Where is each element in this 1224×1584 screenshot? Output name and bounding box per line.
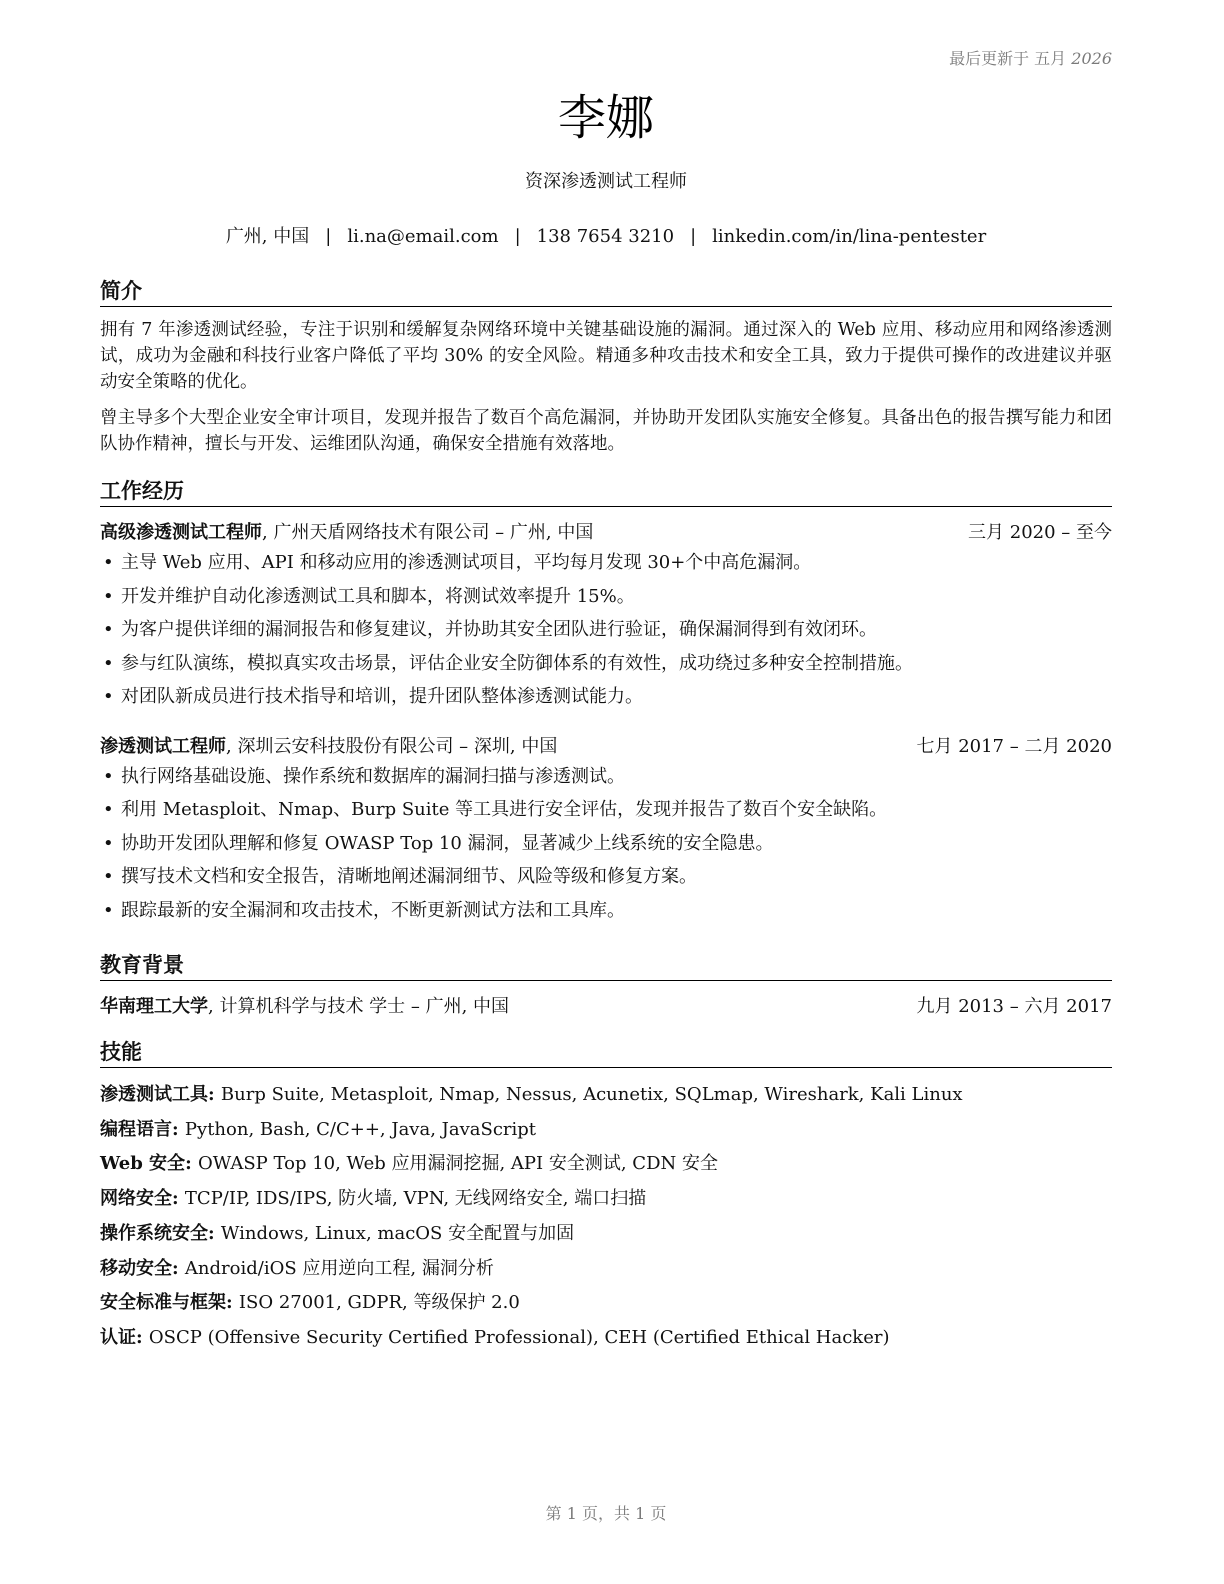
job-bullet-text: 开发并维护自动化渗透测试工具和脚本，将测试效率提升 15%。 [121,585,635,607]
contact-location: 广州, 中国 [225,226,310,247]
job-bullet-text: 为客户提供详细的漏洞报告和修复建议，并协助其安全团队进行验证，确保漏洞得到有效闭环。 [121,619,877,640]
last-updated-year: 2026 [1071,49,1112,68]
skill-items: Burp Suite, Metasploit, Nmap, Nessus, Acunetix, SQLmap, Wireshark, Kali Linux [220,1084,963,1105]
summary-section [100,277,1112,457]
section-heading-experience: 工作经历 [100,477,1112,507]
job-bullets [100,546,1112,714]
job-dates: 三月 2020 – 至今 [968,522,1112,543]
job-bullet [100,680,1112,714]
job-bullet [100,546,1112,580]
last-updated-label: 最后更新于 [949,49,1030,68]
skill-items: Android/iOS 应用逆向工程, 漏洞分析 [184,1257,494,1279]
section-heading-skills: 技能 [100,1038,1112,1068]
skill-row: 编程语言: Python, Bash, C/C++, Java, JavaScript [100,1118,537,1140]
skill-items: OWASP Top 10, Web 应用漏洞挖掘, API 安全测试, CDN 安全 [197,1153,718,1175]
job-header [100,734,1112,760]
skill-row: 操作系统安全: Windows, Linux, macOS 安全配置与加固 [100,1222,575,1244]
skill-items: Windows, Linux, macOS 安全配置与加固 [220,1222,575,1244]
bullet-dot: • [103,686,114,707]
education-detail: , 计算机科学与技术 学士 – 广州, 中国 [208,996,510,1017]
section-heading-education: 教育背景 [100,951,1112,981]
resume-page [100,0,1112,1584]
bullet-dot: • [103,866,114,887]
job-org: , 广州天盾网络技术有限公司 – 广州, 中国 [262,522,594,543]
job-bullet-text: 撰写技术文档和安全报告，清晰地阐述漏洞细节、风险等级和修复方案。 [121,866,697,887]
job-entry [100,520,1112,714]
page-footer: 第 1 页，共 1 页 [545,1504,667,1523]
job-bullet [100,894,1112,928]
last-updated [949,46,1112,69]
candidate-title: 资深渗透测试工程师 [525,171,687,192]
skill-row: 移动安全: Android/iOS 应用逆向工程, 漏洞分析 [100,1257,494,1279]
skill-row: 安全标准与框架: ISO 27001, GDPR, 等级保护 2.0 [100,1292,520,1314]
contact-separator: | [514,226,521,247]
skills-list [100,1078,1112,1356]
skill-items: ISO 27001, GDPR, 等级保护 2.0 [238,1292,520,1314]
skill-category: 认证 [100,1326,136,1348]
skill-row: 渗透测试工具: Burp Suite, Metasploit, Nmap, Nessus, Acunetix, SQLmap, Wireshark, Kali Linux [100,1084,963,1105]
job-header [100,520,1112,546]
skills-section [100,1038,1112,1356]
job-bullet-text: 跟踪最新的安全漏洞和攻击技术，不断更新测试方法和工具库。 [121,899,625,921]
education-dates: 九月 2013 – 六月 2017 [916,996,1112,1017]
bullet-dot: • [103,619,114,640]
last-updated-month: 五月 [1034,49,1067,68]
skill-category: 渗透测试工具 [100,1084,208,1105]
bullet-dot: • [103,652,114,674]
skill-category: Web 安全 [100,1153,186,1175]
job-bullet [100,580,1112,614]
job-bullet [100,647,1112,681]
job-org: , 深圳云安科技股份有限公司 – 深圳, 中国 [226,735,558,757]
job-bullet-text: 主导 Web 应用、API 和移动应用的渗透测试项目，平均每月发现 30+个中高危漏洞。 [121,552,812,573]
contact-phone[interactable]: 138 7654 3210 [536,226,675,247]
job-bullet [100,613,1112,647]
job-bullet-text: 执行网络基础设施、操作系统和数据库的漏洞扫描与渗透测试。 [121,765,625,787]
job-bullet [100,793,1112,827]
skill-items: Python, Bash, C/C++, Java, JavaScript [184,1118,537,1140]
skill-items: TCP/IP, IDS/IPS, 防火墙, VPN, 无线网络安全, 端口扫描 [184,1188,647,1210]
job-dates: 七月 2017 – 二月 2020 [916,735,1112,757]
job-bullets [100,760,1112,928]
skill-row: 网络安全: TCP/IP, IDS/IPS, 防火墙, VPN, 无线网络安全, 端口扫描 [100,1188,647,1210]
job-bullet-text: 参与红队演练，模拟真实攻击场景，评估企业安全防御体系的有效性，成功绕过多种安全控制措施。 [121,652,913,674]
bullet-dot: • [103,799,114,820]
summary-paragraph: 曾主导多个大型企业安全审计项目，发现并报告了数百个高危漏洞，并协助开发团队实施安全修复。具备出色的报告撰写能力和团队协作精神，擅长与开发、运维团队沟通，确保安全措施有效落地。 [100,408,1112,454]
section-heading-summary: 简介 [100,277,1112,307]
skill-category: 编程语言 [100,1118,172,1140]
bullet-dot: • [103,765,114,787]
education-entry [100,994,1112,1020]
job-bullet [100,860,1112,894]
education-school: 华南理工大学 [100,996,208,1017]
job-bullet-text: 对团队新成员进行技术指导和培训，提升团队整体渗透测试能力。 [121,686,643,707]
bullet-dot: • [103,899,114,921]
contact-line [100,224,1112,250]
job-role: 渗透测试工程师 [100,735,226,757]
job-bullet-text: 利用 Metasploit、Nmap、Burp Suite 等工具进行安全评估，发现并报告了数百个安全缺陷。 [121,799,888,820]
education-section [100,951,1112,1020]
contact-separator: | [325,226,332,247]
skill-row: 认证: OSCP (Offensive Security Certified Professional), CEH (Certified Ethical Hacker) [100,1326,890,1348]
job-bullet [100,760,1112,794]
skill-category: 移动安全 [100,1257,172,1279]
candidate-name: 李娜 [557,90,654,146]
bullet-dot: • [103,585,114,607]
bullet-dot: • [103,552,114,573]
job-bullet [100,827,1112,861]
experience-section [100,477,1112,927]
contact-email[interactable]: li.na@email.com [347,226,499,247]
skill-category: 安全标准与框架 [100,1292,226,1314]
skill-category: 操作系统安全 [100,1222,208,1244]
contact-linkedin[interactable]: linkedin.com/in/lina-pentester [712,226,987,247]
skill-row: Web 安全: OWASP Top 10, Web 应用漏洞挖掘, API 安全测试, CDN 安全 [100,1153,718,1175]
job-bullet-text: 协助开发团队理解和修复 OWASP Top 10 漏洞，显著减少上线系统的安全隐患。 [121,832,774,854]
contact-separator: | [690,226,697,247]
job-role: 高级渗透测试工程师 [100,522,262,543]
summary-paragraph: 拥有 7 年渗透测试经验，专注于识别和缓解复杂网络环境中关键基础设施的漏洞。通过深入的 Web 应用、移动应用和网络渗透测试，成功为金融和科技行业客户降低了平均 30% 的安全风险。精通多种攻击技术和安全工具，致力于提供可操作的改进建议并驱动安全策略的优化。 [100,320,1112,392]
bullet-dot: • [103,832,114,854]
skill-items: OSCP (Offensive Security Certified Professional), CEH (Certified Ethical Hacker) [148,1326,890,1348]
skill-category: 网络安全 [100,1188,172,1210]
job-entry [100,734,1112,928]
